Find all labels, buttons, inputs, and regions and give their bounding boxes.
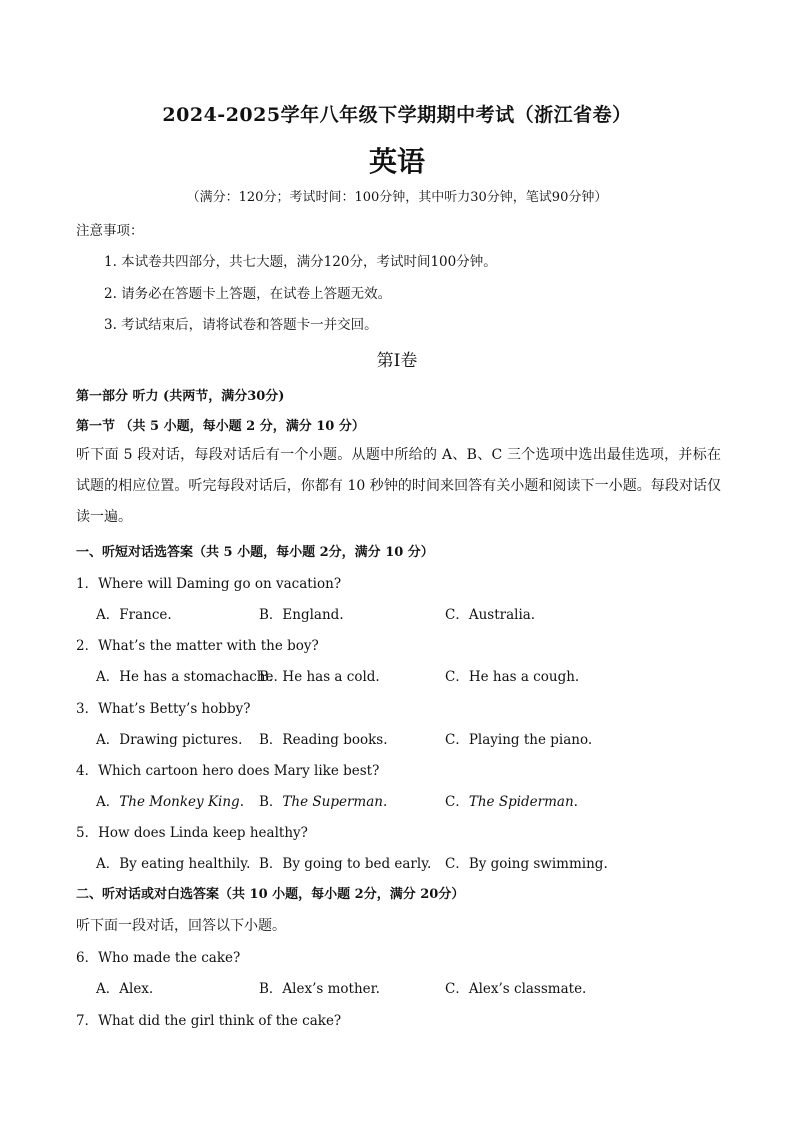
option-period: .	[382, 794, 388, 810]
option-a: A．Alex.	[96, 981, 154, 997]
option-b: B．Reading books.	[259, 732, 388, 748]
option-text: The Superman	[282, 794, 383, 810]
part1-heading: 第一部分 听力 (共两节，满分30分)	[76, 389, 285, 404]
option-b: B．England.	[259, 607, 344, 623]
notes-heading: 注意事项：	[76, 223, 144, 239]
option-c: C．Alex’s classmate.	[445, 981, 587, 997]
option-letter: B．	[259, 794, 283, 810]
question-stem: 6．Who made the cake?	[76, 950, 241, 966]
volume-heading: 第Ⅰ卷	[376, 351, 418, 371]
group-b-heading: 二、听对话或对白选答案（共 10 小题，每小题 2分，满分 20分）	[76, 887, 465, 902]
exam-meta: （满分：120分；考试时间：100分钟，其中听力30分钟，笔试90分钟）	[186, 190, 608, 205]
option-c: C．He has a cough.	[445, 669, 580, 685]
option-a: A．He has a stomachache.	[96, 669, 278, 685]
option-period: .	[573, 794, 578, 810]
section1-heading: 第一节 （共 5 小题，每小题 2 分，满分 10 分）	[76, 419, 365, 434]
question-stem: 1．Where will Daming go on vacation?	[76, 576, 342, 592]
option-letter: A．	[96, 794, 120, 810]
option-b: B．By going to bed early.	[259, 856, 432, 872]
section1-instructions: 听下面 5 段对话，每段对话后有一个小题。从题中所给的 A、B、C 三个选项中选出最佳选项，并标在试题的相应位置。听完每段对话后，你都有 10 秒钟的时间来回答有关小题和阅读下一小题。每段对话仅读一遍。	[76, 447, 721, 525]
question-stem: 5．How does Linda keep healthy?	[76, 825, 308, 841]
option-text: The Spiderman	[468, 794, 574, 810]
question-stem: 3．What’s Betty’s hobby?	[76, 701, 251, 717]
option-b: B．Alex’s mother.	[259, 981, 380, 997]
option-a: A．Drawing pictures.	[96, 732, 243, 748]
option-c: C．Australia.	[445, 607, 536, 623]
note-item: 2. 请务必在答题卡上答题，在试卷上答题无效。	[104, 286, 392, 302]
subject-title: 英语	[368, 145, 425, 178]
option-b	[259, 790, 387, 810]
option-a	[96, 790, 244, 810]
note-item: 1. 本试卷共四部分，共七大题，满分120分，考试时间100分钟。	[104, 254, 497, 270]
option-text: The Monkey King	[119, 794, 240, 810]
option-letter: C．	[445, 794, 469, 810]
option-c	[445, 790, 578, 810]
option-c: C．By going swimming.	[445, 856, 608, 872]
question-stem: 4．Which cartoon hero does Mary like best?	[76, 763, 380, 779]
question-stem: 2．What’s the matter with the boy?	[76, 638, 319, 654]
question-stem: 7．What did the girl think of the cake?	[76, 1013, 342, 1029]
option-c: C．Playing the piano.	[445, 732, 593, 748]
option-b: B．He has a cold.	[259, 669, 380, 685]
exam-title: 2024-2025学年八年级下学期期中考试（浙江省卷）	[162, 104, 632, 126]
option-period: .	[239, 794, 244, 810]
option-a: A．France.	[96, 607, 172, 623]
group-a-heading: 一、听短对话选答案（共 5 小题，每小题 2分，满分 10 分）	[76, 545, 434, 560]
option-a: A．By eating healthily.	[96, 856, 251, 872]
group-b-instructions: 听下面一段对话，回答以下小题。	[76, 918, 286, 934]
note-item: 3. 考试结束后，请将试卷和答题卡一并交回。	[104, 317, 378, 333]
